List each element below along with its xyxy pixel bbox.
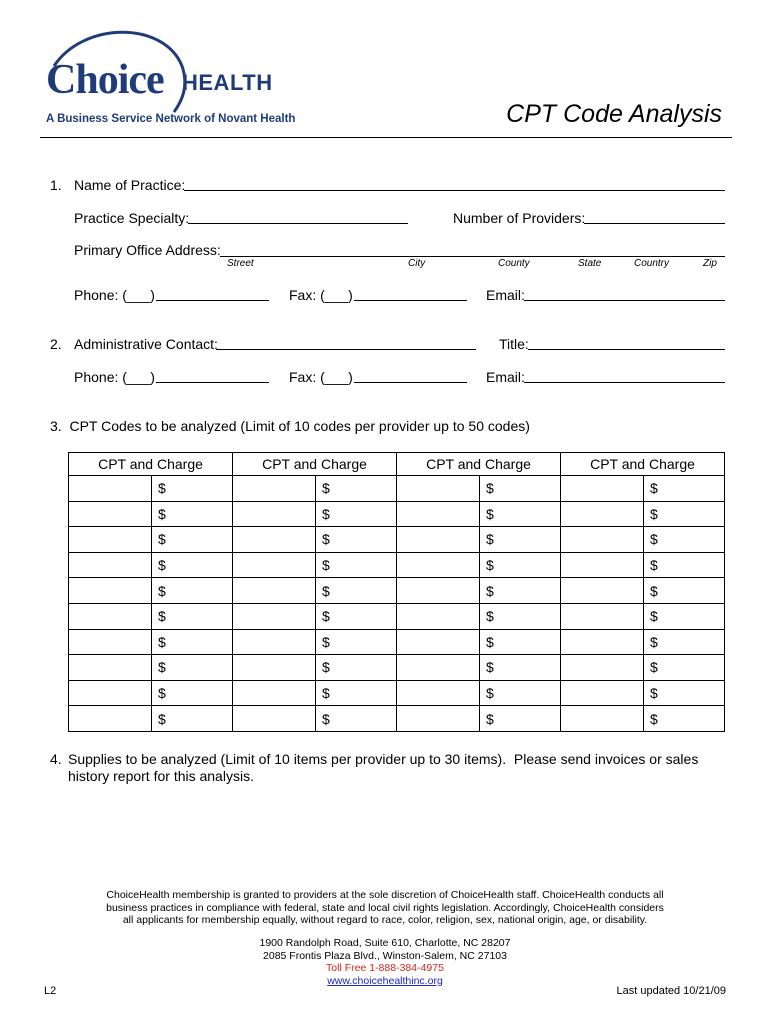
practice-name-label: Name of Practice: [74,177,186,193]
table-row [69,603,725,629]
cpt-code-cell[interactable] [397,706,480,732]
charge-cell[interactable]: $ [644,578,725,604]
cpt-code-table [68,452,725,732]
fax-label: Fax: (___) [289,287,353,303]
cpt-code-cell[interactable] [397,578,480,604]
charge-cell[interactable]: $ [480,501,561,527]
charge-cell[interactable]: $ [152,552,233,578]
charge-cell[interactable]: $ [480,476,561,502]
section1-number: 1. [50,177,62,193]
cpt-code-cell[interactable] [69,655,152,681]
logo-brand: Choice [46,57,164,103]
charge-cell[interactable]: $ [644,552,725,578]
website-link[interactable]: www.choicehealthinc.org [327,974,443,987]
table-row [69,655,725,681]
cpt-code-cell[interactable] [561,578,644,604]
disclaimer [0,889,770,927]
cpt-code-cell[interactable] [69,476,152,502]
charge-cell[interactable]: $ [152,578,233,604]
contact-phone-field[interactable] [156,382,269,383]
charge-cell[interactable]: $ [316,501,397,527]
cpt-code-cell[interactable] [561,655,644,681]
charge-cell[interactable]: $ [316,527,397,553]
charge-cell[interactable]: $ [480,603,561,629]
charge-cell[interactable]: $ [316,603,397,629]
cpt-code-cell[interactable] [561,552,644,578]
cpt-code-cell[interactable] [233,706,316,732]
contact-address [0,937,770,987]
cpt-column-header: CPT and Charge [233,453,397,476]
address-line2: 2085 Frontis Plaza Blvd., Winston-Salem, NC 27103 [263,949,507,962]
address-country-label: Country [634,258,670,269]
header-divider [40,137,732,138]
contact-email-field[interactable] [524,382,725,383]
cpt-column-header: CPT and Charge [397,453,561,476]
contact-email-label: Email: [486,369,525,385]
providers-label: Number of Providers: [453,210,586,226]
disclaimer-line: business practices in compliance with federal, state and local civil rights legislation. Accordingly, ChoiceHealth considers [106,901,664,914]
cpt-code-cell[interactable] [233,552,316,578]
address-label: Primary Office Address: [74,242,221,258]
charge-cell[interactable]: $ [644,629,725,655]
practice-specialty-field[interactable] [188,223,408,224]
table-row [69,629,725,655]
email-field[interactable] [524,300,725,301]
cpt-column-header: CPT and Charge [69,453,233,476]
table-row [69,706,725,732]
contact-fax-label: Fax: (___) [289,369,353,385]
section2-number: 2. [50,336,62,352]
contact-fax-field[interactable] [354,382,467,383]
cpt-code-cell[interactable] [233,501,316,527]
charge-cell[interactable]: $ [152,501,233,527]
cpt-code-cell[interactable] [561,527,644,553]
cpt-code-cell[interactable] [69,578,152,604]
cpt-code-cell[interactable] [69,706,152,732]
charge-cell[interactable]: $ [152,680,233,706]
table-row [69,680,725,706]
charge-cell[interactable]: $ [152,476,233,502]
charge-cell[interactable]: $ [480,655,561,681]
section4-number: 4. [50,751,62,767]
table-row [69,552,725,578]
charge-cell[interactable]: $ [644,501,725,527]
charge-cell[interactable]: $ [316,629,397,655]
cpt-code-cell[interactable] [397,655,480,681]
address-county-label: County [498,258,530,269]
cpt-code-cell[interactable] [397,552,480,578]
cpt-code-cell[interactable] [69,603,152,629]
charge-cell[interactable]: $ [152,527,233,553]
cpt-code-cell[interactable] [69,552,152,578]
charge-cell[interactable]: $ [316,578,397,604]
charge-cell[interactable]: $ [480,578,561,604]
phone-field[interactable] [156,300,269,301]
cpt-section-heading: 3. CPT Codes to be analyzed (Limit of 10 codes per provider up to 50 codes) [50,418,530,434]
logo-tagline: A Business Service Network of Novant Health [46,113,296,125]
cpt-code-cell[interactable] [233,476,316,502]
cpt-code-cell[interactable] [561,706,644,732]
cpt-code-cell[interactable] [69,501,152,527]
fax-field[interactable] [354,300,467,301]
address-field[interactable] [220,256,725,257]
logo-brand-suffix: HEALTH [182,70,273,95]
cpt-code-cell[interactable] [397,603,480,629]
admin-contact-label: Administrative Contact: [74,336,218,352]
cpt-code-cell[interactable] [397,501,480,527]
cpt-code-cell[interactable] [397,680,480,706]
charge-cell[interactable]: $ [316,655,397,681]
charge-cell[interactable]: $ [316,552,397,578]
charge-cell[interactable]: $ [480,706,561,732]
form-code: L2 [44,985,57,997]
cpt-code-cell[interactable] [233,680,316,706]
charge-cell[interactable]: $ [316,706,397,732]
address-state-label: State [578,258,602,269]
cpt-code-cell[interactable] [233,527,316,553]
cpt-code-cell[interactable] [69,527,152,553]
cpt-code-cell[interactable] [397,629,480,655]
charge-cell[interactable]: $ [480,629,561,655]
address-zip-label: Zip [703,258,717,269]
charge-cell[interactable]: $ [316,680,397,706]
practice-name-field[interactable] [184,190,725,191]
email-label: Email: [486,287,525,303]
admin-contact-field[interactable] [216,349,476,350]
charge-cell[interactable]: $ [316,476,397,502]
providers-field[interactable] [584,223,725,224]
address-line1: 1900 Randolph Road, Suite 610, Charlotte, NC 28207 [259,937,511,949]
address-street-label: Street [227,258,254,269]
cpt-code-cell[interactable] [561,476,644,502]
disclaimer-line: all applicants for membership equally, without regard to race, color, religion, sex, national origin, age, or disability. [122,914,648,926]
practice-specialty-label: Practice Specialty: [74,210,190,226]
charge-cell[interactable]: $ [480,680,561,706]
disclaimer-line: ChoiceHealth membership is granted to providers at the sole discretion of ChoiceHealth staff. ChoiceHealth conducts all [106,889,664,901]
cpt-code-cell[interactable] [69,680,152,706]
toll-free-number: Toll Free 1-888-384-4975 [326,962,444,974]
cpt-code-cell[interactable] [561,680,644,706]
charge-cell[interactable]: $ [644,527,725,553]
supplies-text-line2: history report for this analysis. [68,768,254,784]
contact-phone-label: Phone: (___) [74,369,155,385]
charge-cell[interactable]: $ [644,476,725,502]
charge-cell[interactable]: $ [480,552,561,578]
phone-label: Phone: (___) [74,287,155,303]
charge-cell[interactable]: $ [644,655,725,681]
address-city-label: City [408,258,426,269]
cpt-code-cell[interactable] [233,629,316,655]
charge-cell[interactable]: $ [152,603,233,629]
charge-cell[interactable]: $ [152,629,233,655]
cpt-code-cell[interactable] [561,501,644,527]
cpt-code-cell[interactable] [397,476,480,502]
charge-cell[interactable]: $ [152,655,233,681]
table-row [69,527,725,553]
charge-cell[interactable]: $ [480,527,561,553]
cpt-code-cell[interactable] [233,578,316,604]
supplies-text-line1: Supplies to be analyzed (Limit of 10 items per provider up to 30 items). Please send invoices or sales [68,751,699,767]
contact-title-label: Title: [499,336,529,352]
charge-cell[interactable]: $ [644,706,725,732]
cpt-code-cell[interactable] [233,603,316,629]
charge-cell[interactable]: $ [644,603,725,629]
cpt-code-cell[interactable] [561,629,644,655]
cpt-code-cell[interactable] [69,629,152,655]
table-row [69,476,725,502]
charge-cell[interactable]: $ [644,680,725,706]
table-row [69,501,725,527]
last-updated: Last updated 10/21/09 [616,985,726,997]
table-row [69,578,725,604]
cpt-code-cell[interactable] [233,655,316,681]
charge-cell[interactable]: $ [152,706,233,732]
page-title: CPT Code Analysis [506,100,722,128]
cpt-code-cell[interactable] [561,603,644,629]
cpt-column-header: CPT and Charge [561,453,725,476]
contact-title-field[interactable] [528,349,725,350]
cpt-code-cell[interactable] [397,527,480,553]
